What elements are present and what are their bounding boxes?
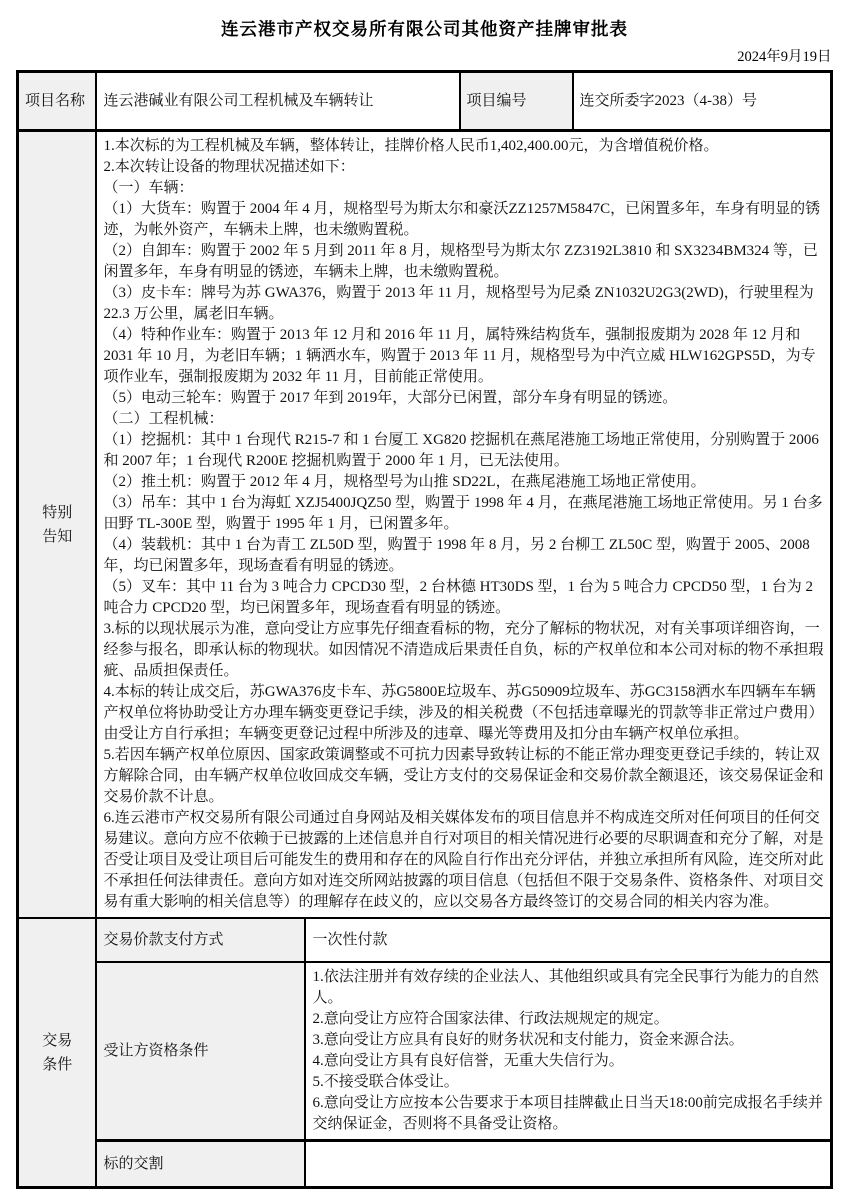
document-title: 连云港市产权交易所有限公司其他资产挂牌审批表 (221, 19, 628, 39)
text-line: 3.标的以现状展示为准，意向受让方应事先仔细查看标的物，充分了解标的物状况，对有关事项详细咨询，一经参与报名，即承认标的物现状。如因情况不清造成后果责任自负，标的产权单位和本公司对标的物不承担瑕疵、品质担保责任。 (103, 621, 824, 679)
trade-conditions-label-cell (17, 918, 96, 1188)
text-line: 5.若因车辆产权单位原因、国家政策调整或不可抗力因素导致转让标的不能正常办理变更登记手续的，转让双方解除合同，由车辆产权单位收回成交车辆，受让方支付的交易保证金和交易价款全额退还，该交易保证金和交易价款不计息。 (103, 747, 824, 805)
delivery-label: 标的交割 (96, 1141, 305, 1188)
text-line: 1.依法注册并有效存续的企业法人、其他组织或具有完全民事行为能力的自然人。 (312, 969, 819, 1006)
text-line: （5）电动三轮车：购置于 2017 年到 2019年，大部分已闲置，部分车身有明显的锈迹。 (103, 390, 678, 406)
approval-form-table (16, 70, 833, 1189)
document-date: 2024年9月19日 (737, 49, 832, 65)
project-name-label: 项目名称 (17, 72, 96, 131)
text-line: 4.意向受让方具有良好信誉，无重大失信行为。 (312, 1053, 624, 1069)
text-line: （3）吊车：其中 1 台为海虹 XZJ5400JQZ50 型，购置于 1998 年 4 月，在燕尾港施工场地正常使用。另 1 台多田野 TL-300E 型，购置于 1995 年 1 月，已闲置多年。 (103, 495, 823, 532)
delivery-value (305, 1141, 831, 1188)
text-line: 2.本次转让设备的物理状况描述如下： (103, 159, 355, 175)
text-line: 6.连云港市产权交易所有限公司通过自身网站及相关媒体发布的项目信息并不构成连交所对任何项目的任何交易建议。意向方应不依赖于已披露的上述信息并自行对项目的相关情况进行必要的尽职调查和充分了解，对是否受让项目及受让项目后可能发生的费用和存在的风险自行作出充分评估，并独立承担所有风险，连交所对此不承担任何法律责任。意向方如对连交所网站披露的项目信息（包括但不限于交易条件、资格条件、对项目交易有重大影响的相关信息等）的理解存在歧义的，应以交易各方最终签订的交易合同的相关内容为准。 (103, 810, 824, 910)
payment-method-label: 交易价款支付方式 (96, 918, 305, 962)
text-line: （1）挖掘机：其中 1 台现代 R215-7 和 1 台厦工 XG820 挖掘机在燕尾港施工场地正常使用，分别购置于 2006 和 2007 年；1 台现代 R200E 挖掘机购置于 2000 年 1 月，已无法使用。 (103, 432, 819, 469)
text-line: 6.意向受让方应按本公告要求于本项目挂牌截止日当天18:00前完成报名手续并交纳保证金，否则将不具备受让资格。 (312, 1095, 823, 1132)
special-notice-row (17, 131, 831, 919)
special-notice-label: 特别告知 (42, 504, 73, 545)
text-line: 2.意向受让方应符合国家法律、行政法规规定的规定。 (312, 1011, 669, 1027)
payment-method-row (17, 918, 831, 962)
qualification-row (17, 962, 831, 1141)
text-line: 1.本次标的为工程机械及车辆，整体转让，挂牌价格人民币1,402,400.00元，为含增值税价格。 (103, 138, 719, 154)
text-line: （4）装载机：其中 1 台为青工 ZL50D 型，购置于 1998 年 8 月，另 2 台柳工 ZL50C 型，购置于 2005、2008 年，均已闲置多年，现场查看有明显的锈迹。 (103, 537, 810, 574)
text-line: 3.意向受让方应具有良好的财务状况和支付能力，资金来源合法。 (312, 1032, 744, 1048)
text-line: （4）特种作业车：购置于 2013 年 12 月和 2016 年 11 月，属特殊结构货车，强制报废期为 2028 年 12 月和 2031 年 10 月，为老旧车辆；1 辆洒水车，购置于 2013 年 11 月，规格型号为中汽立威 HLW162GPS5D，为专项作业车，强制报废期为 2032 年 11 月，目前能正常使用。 (103, 327, 816, 385)
text-line: （2）自卸车：购置于 2002 年 5 月到 2011 年 8 月，规格型号为斯太尔 ZZ3192L3810 和 SX3234BM324 等，已闲置多年，车身有明显的锈迹，车辆未上牌，也未缴购置税。 (103, 243, 818, 280)
project-number-value: 连交所委字2023（4-38）号 (573, 72, 832, 131)
qualification-label: 受让方资格条件 (96, 962, 305, 1141)
special-notice-label-cell (17, 131, 96, 919)
text-line: （二）工程机械： (103, 411, 224, 427)
trade-conditions-label: 交易条件 (42, 1032, 73, 1073)
qualification-content (305, 962, 831, 1141)
header-row (17, 72, 831, 131)
text-line: （5）叉车：其中 11 台为 3 吨合力 CPCD30 型，2 台林德 HT30DS 型，1 台为 5 吨合力 CPCD50 型，1 台为 2 吨合力 CPCD20 型，均已闲置多年，现场查看有明显的锈迹。 (103, 579, 813, 616)
text-line: （2）推土机：购置于 2012 年 4 月，规格型号为山推 SD22L，在燕尾港施工场地正常使用。 (103, 474, 706, 490)
text-line: 5.不接受联合体受让。 (312, 1074, 459, 1090)
special-notice-content (96, 131, 831, 919)
delivery-row (17, 1141, 831, 1188)
payment-method-value: 一次性付款 (305, 918, 831, 962)
project-name-value: 连云港碱业有限公司工程机械及车辆转让 (96, 72, 459, 131)
project-number-label: 项目编号 (460, 72, 573, 131)
text-line: （一）车辆： (103, 180, 194, 196)
text-line: 4.本标的转让成交后，苏GWA376皮卡车、苏G5800E垃圾车、苏G50909垃圾车、苏GC3158洒水车四辆车车辆产权单位将协助受让方办理车辆变更登记手续，涉及的相关税费（不包括违章曝光的罚款等非正常过户费用）由受让方自行承担；车辆变更登记过程中所涉及的违章、曝光等费用及扣分由车辆产权单位承担。 (103, 684, 824, 742)
text-line: （1）大货车：购置于 2004 年 4 月，规格型号为斯太尔和豪沃ZZ1257M5847C，已闲置多年，车身有明显的锈迹，为帐外资产，车辆未上牌，也未缴购置税。 (103, 201, 821, 238)
text-line: （3）皮卡车：牌号为苏 GWA376，购置于 2013 年 11 月，规格型号为尼桑 ZN1032U2G3(2WD)，行驶里程为 22.3 万公里，属老旧车辆。 (103, 285, 814, 322)
